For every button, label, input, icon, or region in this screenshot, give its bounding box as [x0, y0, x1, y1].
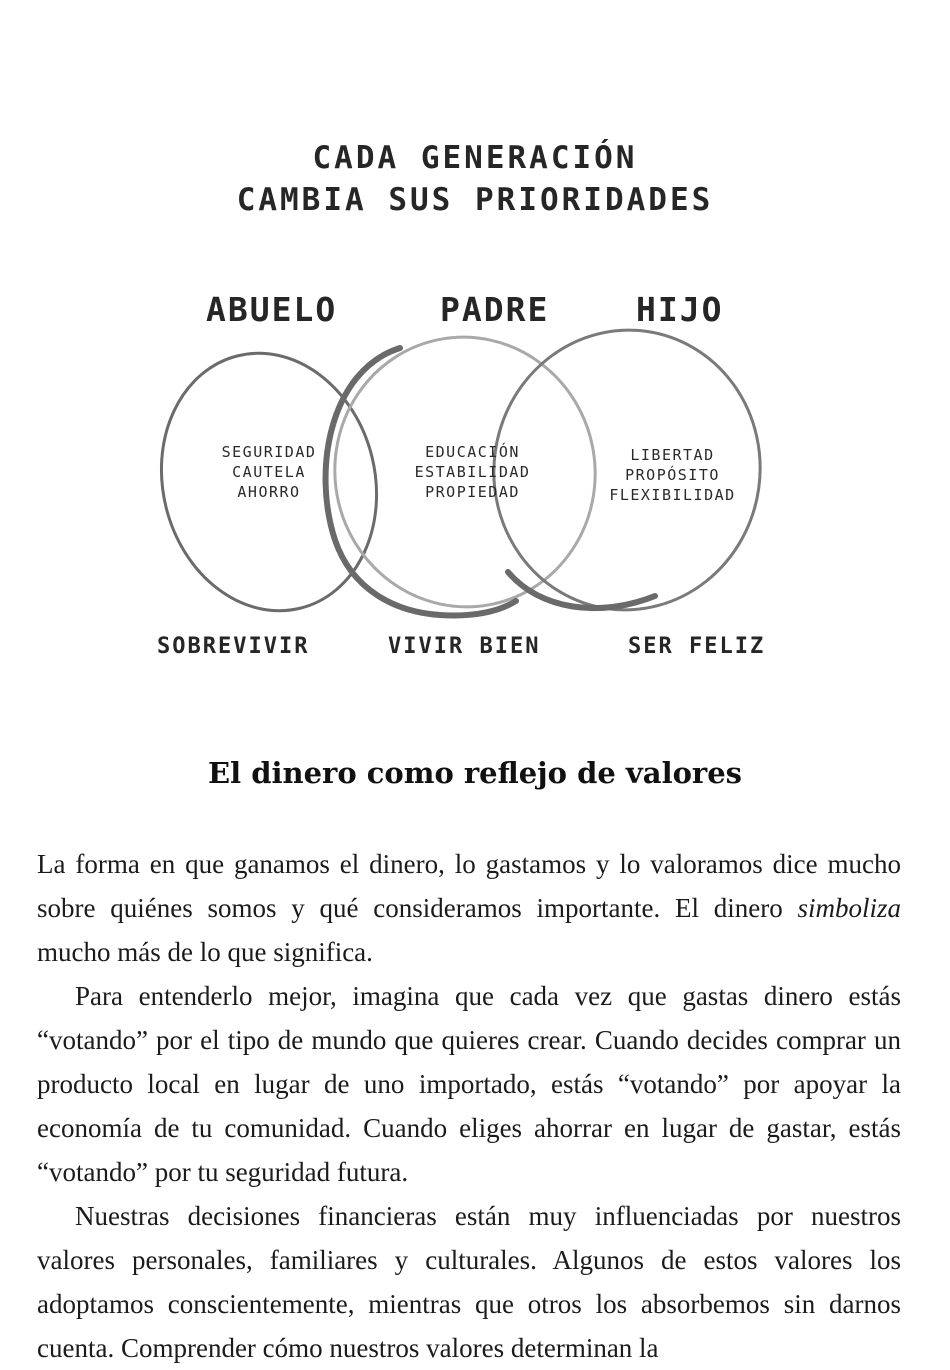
- paragraph-1-start: La forma en que ganamos el dinero, lo gastamos y lo valoramos dice mucho sobre quiénes somos y qué consideramos importante. El dinero: [37, 849, 901, 923]
- goal-hijo: SER FELIZ: [628, 634, 766, 659]
- section-heading: El dinero como reflejo de valores: [208, 756, 742, 790]
- label-padre: PADRE: [440, 290, 550, 329]
- value-hijo-2: PROPÓSITO: [625, 466, 720, 484]
- figure-title-line-2: CAMBIA SUS PRIORIDADES: [236, 182, 714, 218]
- emphasis-simboliza: simboliza: [797, 893, 901, 923]
- value-padre-3: PROPIEDAD: [425, 483, 520, 501]
- paragraph-1-end: mucho más de lo que significa.: [37, 937, 373, 967]
- figure-title-line-1: CADA GENERACIÓN: [312, 140, 638, 176]
- value-padre-2: ESTABILIDAD: [414, 463, 531, 481]
- values-abuelo: [214, 442, 324, 502]
- value-abuelo-1: SEGURIDAD: [221, 443, 317, 461]
- value-hijo-1: LIBERTAD: [630, 446, 715, 464]
- paragraph-2: Para entenderlo mejor, imagina que cada vez que gastas dinero estás “votando” por el tipo de mundo que quieres crear. Cuando decides comprar un producto local en lugar de uno importado, estás “votando” por apoyar la economía de tu comunidad. Cuando eliges ahorrar en lugar de gastar, estás “votando” por tu seguridad futura.: [37, 981, 901, 1187]
- values-hijo: [600, 445, 745, 505]
- goal-abuelo: SOBREVIVIR: [157, 634, 310, 659]
- value-hijo-3: FLEXIBILIDAD: [609, 486, 736, 504]
- paragraph-3: Nuestras decisiones financieras están muy influenciadas por nuestros valores personales, familiares y culturales. Algunos de estos valores los adoptamos conscientemente, mientras que otros los absorbemos sin darnos cuenta. Comprender cómo nuestros valores determinan la: [37, 1201, 901, 1363]
- label-abuelo: ABUELO: [206, 290, 338, 329]
- paragraph-1: [37, 842, 901, 974]
- label-hijo: HIJO: [636, 290, 724, 329]
- value-abuelo-2: CAUTELA: [232, 463, 306, 481]
- values-padre: [405, 442, 540, 502]
- value-abuelo-3: AHORRO: [237, 483, 301, 501]
- goal-padre: VIVIR BIEN: [388, 634, 541, 659]
- value-padre-1: EDUCACIÓN: [425, 443, 520, 461]
- body-text: [37, 842, 901, 1370]
